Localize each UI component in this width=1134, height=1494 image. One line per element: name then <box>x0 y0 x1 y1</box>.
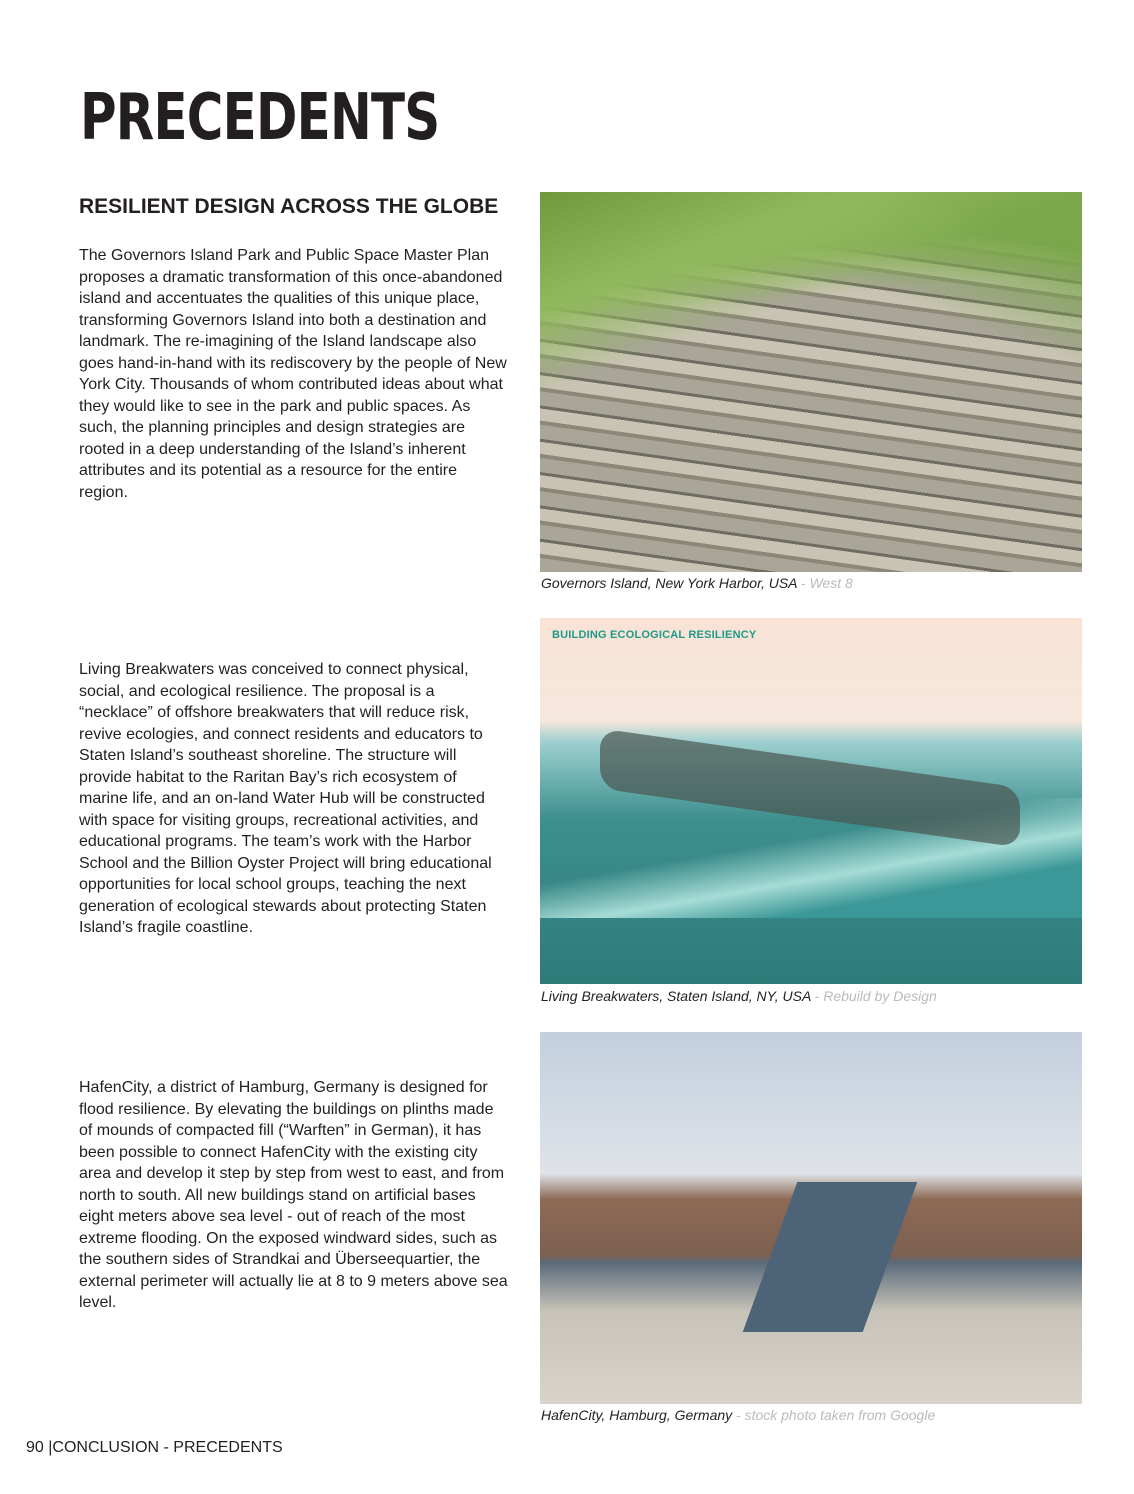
caption-text: Living Breakwaters, Staten Island, NY, USA <box>541 988 811 1004</box>
living-breakwaters-paragraph: Living Breakwaters was conceived to connect physical, social, and ecological resilience. The proposal is a “necklace” of offshore breakwaters that will reduce risk, revive ecologies, and connect residents and educators to Staten Island’s southeast shoreline. The structure will provide habitat to the Raritan Bay’s rich ecosystem of marine life, and an on-land Water Hub will be constructed with space for visiting groups, recreational activities, and educational programs. The team’s work with the Harbor School and the Billion Oyster Project will bring educational opportunities for local school groups, teaching the next generation of ecological stewards about protecting Staten Island’s fragile coastline. <box>79 661 492 936</box>
caption-text: Governors Island, New York Harbor, USA <box>541 575 797 591</box>
caption-text: HafenCity, Hamburg, Germany <box>541 1407 733 1423</box>
footer-section: CONCLUSION - PRECEDENTS <box>52 1439 283 1456</box>
hafencity-caption <box>541 1407 935 1423</box>
section-subtitle: RESILIENT DESIGN ACROSS THE GLOBE <box>79 195 499 218</box>
page-number: 90 <box>26 1439 44 1456</box>
caption-credit: - Rebuild by Design <box>810 988 937 1004</box>
caption-credit: - West 8 <box>797 575 853 591</box>
living-breakwaters-infographic <box>540 618 1082 984</box>
page-footer <box>26 1439 283 1457</box>
hafencity-paragraph: HafenCity, a district of Hamburg, Germany is designed for flood resilience. By elevating the buildings on plinths made of mounds of compacted fill (“Warften” in German), it has been possible to connect HafenCity with the existing city area and develop it step by step from west to east, and from north to south. All new buildings stand on artificial bases eight meters above sea level - out of reach of the most extreme flooding. On the exposed windward sides, such as the southern sides of Strandkai and Überseequartier, the external perimeter will actually lie at 8 to 9 meters above sea level. <box>79 1079 508 1311</box>
infographic-title: BUILDING ECOLOGICAL RESILIENCY <box>552 629 757 641</box>
caption-credit: - stock photo taken from Google <box>732 1407 936 1423</box>
footer-separator: | <box>43 1439 53 1456</box>
hafencity-photo <box>540 1032 1082 1404</box>
living-breakwaters-caption <box>541 988 937 1004</box>
governors-island-photo <box>540 192 1082 572</box>
governors-island-paragraph: The Governors Island Park and Public Space Master Plan proposes a dramatic transformation of this once-abandoned island and accentuates the qualities of this unique place, transforming Governors Island into both a destination and landmark. The re-imagining of the Island landscape also goes hand-in-hand with its rediscovery by the people of New York City. Thousands of whom contributed ideas about what they would like to see in the park and public spaces. As such, the planning principles and design strategies are rooted in a deep understanding of the Island’s inherent attributes and its potential as a resource for the entire region. <box>79 247 507 501</box>
governors-island-caption <box>541 575 853 591</box>
page-title: PRECEDENTS <box>80 81 440 155</box>
